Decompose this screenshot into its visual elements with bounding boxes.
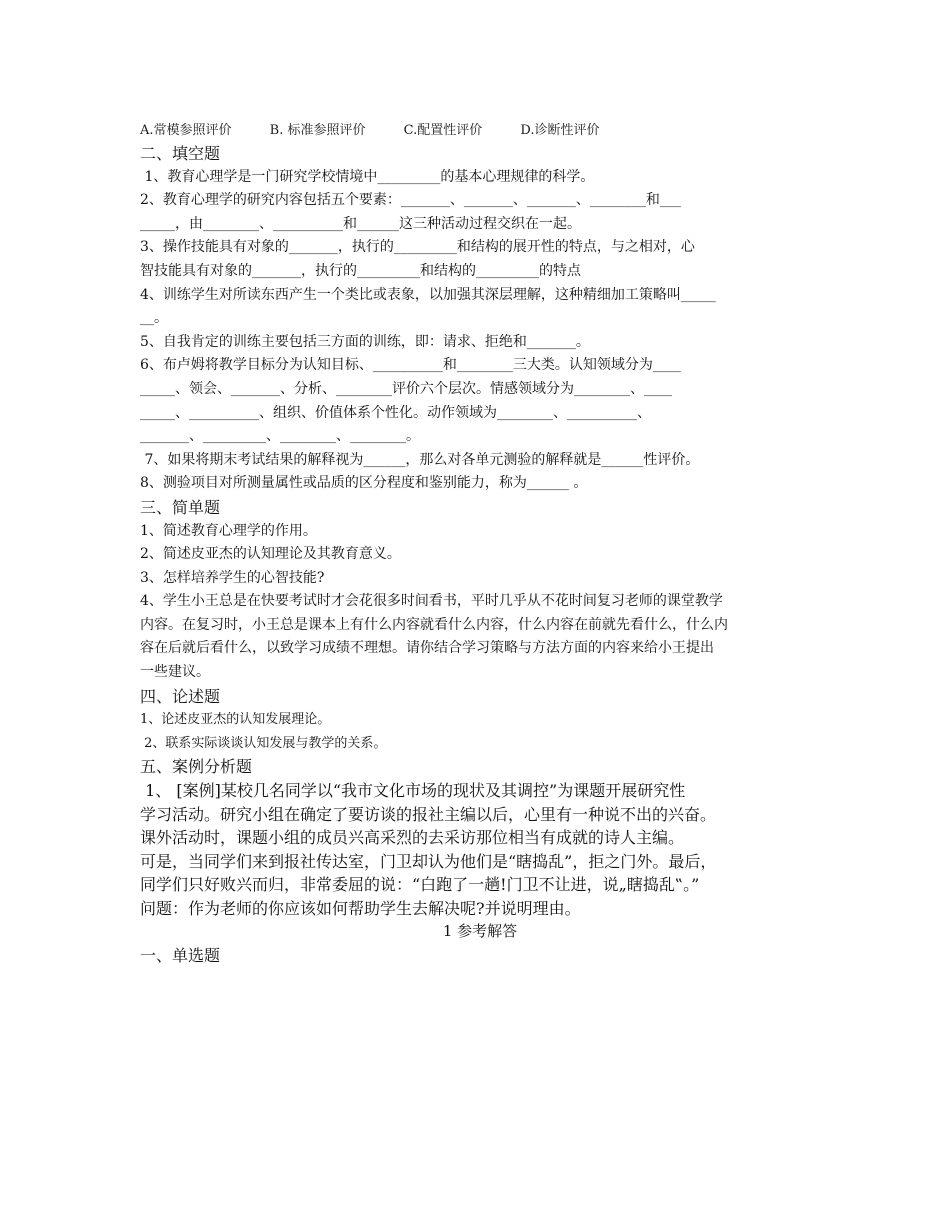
document-body xyxy=(140,142,820,967)
short-line: 4、学生小王总是在快要考试时才会花很多时间看书，平时几乎从不花时间复习老师的课堂教学 xyxy=(140,593,723,610)
short-line: 容在后就后看什么，以致学习成绩不理想。请你结合学习策略与方法方面的内容来给小王提出 xyxy=(140,640,714,657)
fill-line: 8、测验项目对所测量属性或品质的区分程度和鉴别能力，称为______ 。 xyxy=(140,475,588,492)
case-line: 1、 [案例]某校几名同学以“我市文化市场的现状及其调控”为课题开展研究性 xyxy=(140,781,686,801)
fill-line: _____、__________、组织、价值体系个性化。动作领域为________、__________、 xyxy=(140,404,651,421)
fill-line: 6、布卢姆将教学目标分为认知目标、__________和________三大类。认知领域分为____ xyxy=(140,357,681,374)
option-a: A.常模参照评价 xyxy=(140,123,232,138)
short-line: 内容。在复习时，小王总是课本上有什么内容就看什么内容，什么内容在前就先看什么，什么内 xyxy=(140,616,728,633)
section-title-case: 五、案例分析题 xyxy=(140,757,253,777)
case-line: 课外活动时，课题小组的成员兴高采烈的去采访那位相当有成就的诗人主编。 xyxy=(140,828,685,848)
fill-line: 4、训练学生对所读东西产生一个类比或表象，以加强其深层理解，这种精细加工策略叫_____ xyxy=(140,286,716,303)
fill-line: _____、领会、_______、分析、________评价六个层次。情感领域分为________、____ xyxy=(140,380,672,397)
section-title-short: 三、简单题 xyxy=(140,497,221,517)
fill-line: 智技能具有对象的_______，执行的_________和结构的_________的特点 xyxy=(140,262,581,279)
section-title-essay: 四、论述题 xyxy=(140,686,221,706)
essay-line: 1、论述皮亚杰的认知发展理论。 xyxy=(140,712,331,728)
fill-line: _____，由________、__________和______这三种活动过程交织在一起。 xyxy=(140,215,581,232)
essay-line: 2、联系实际谈谈认知发展与教学的关系。 xyxy=(140,735,387,751)
section-title-fill: 二、填空题 xyxy=(140,144,221,163)
short-line: 1、简述教育心理学的作用。 xyxy=(140,522,317,539)
case-line: 问题：作为老师的你应该如何帮助学生去解决呢?并说明理由。 xyxy=(140,898,581,918)
fill-line: 5、自我肯定的训练主要包括三方面的训练，即：请求、拒绝和_______。 xyxy=(140,333,590,350)
fill-line: 7、如果将期末考试结果的解释视为______，那么对各单元测验的解释就是______性评价。 xyxy=(140,451,700,468)
case-line: 可是，当同学们来到报社传达室，门卫却认为他们是“瞎捣乱”，拒之门外。最后， xyxy=(140,851,717,871)
choice-options xyxy=(140,119,634,138)
fill-line: 2、教育心理学的研究内容包括五个要素：_______、_______、_______、________和___ xyxy=(140,192,681,209)
answers-title: 1 参考解答 xyxy=(442,922,518,941)
option-d: D.诊断性评价 xyxy=(520,123,600,138)
case-line: 同学们只好败兴而归，非常委屈的说：“白跑了一趟!门卫不让进，说„瞎捣乱‟。” xyxy=(140,875,700,895)
option-c: C.配置性评价 xyxy=(403,123,483,138)
fill-line: 3、操作技能具有对象的_______，执行的_________和结构的展开性的特点，与之相对，心 xyxy=(140,239,695,256)
short-line: 一些建议。 xyxy=(140,664,210,681)
option-b: B. 标准参照评价 xyxy=(269,123,366,138)
answers-subtitle: 一、单选题 xyxy=(140,945,221,965)
fill-line: _______、_________、________、________。 xyxy=(140,428,420,445)
case-line: 学习活动。研究小组在确定了要访谈的报社主编以后，心里有一种说不出的兴奋。 xyxy=(140,804,717,824)
fill-line: __。 xyxy=(140,310,168,327)
fill-line: 1、教育心理学是一门研究学校情境中_________的基本心理规律的科学。 xyxy=(140,168,595,185)
short-line: 3、怎样培养学生的心智技能? xyxy=(140,569,325,586)
short-line: 2、简述皮亚杰的认知理论及其教育意义。 xyxy=(140,546,401,563)
